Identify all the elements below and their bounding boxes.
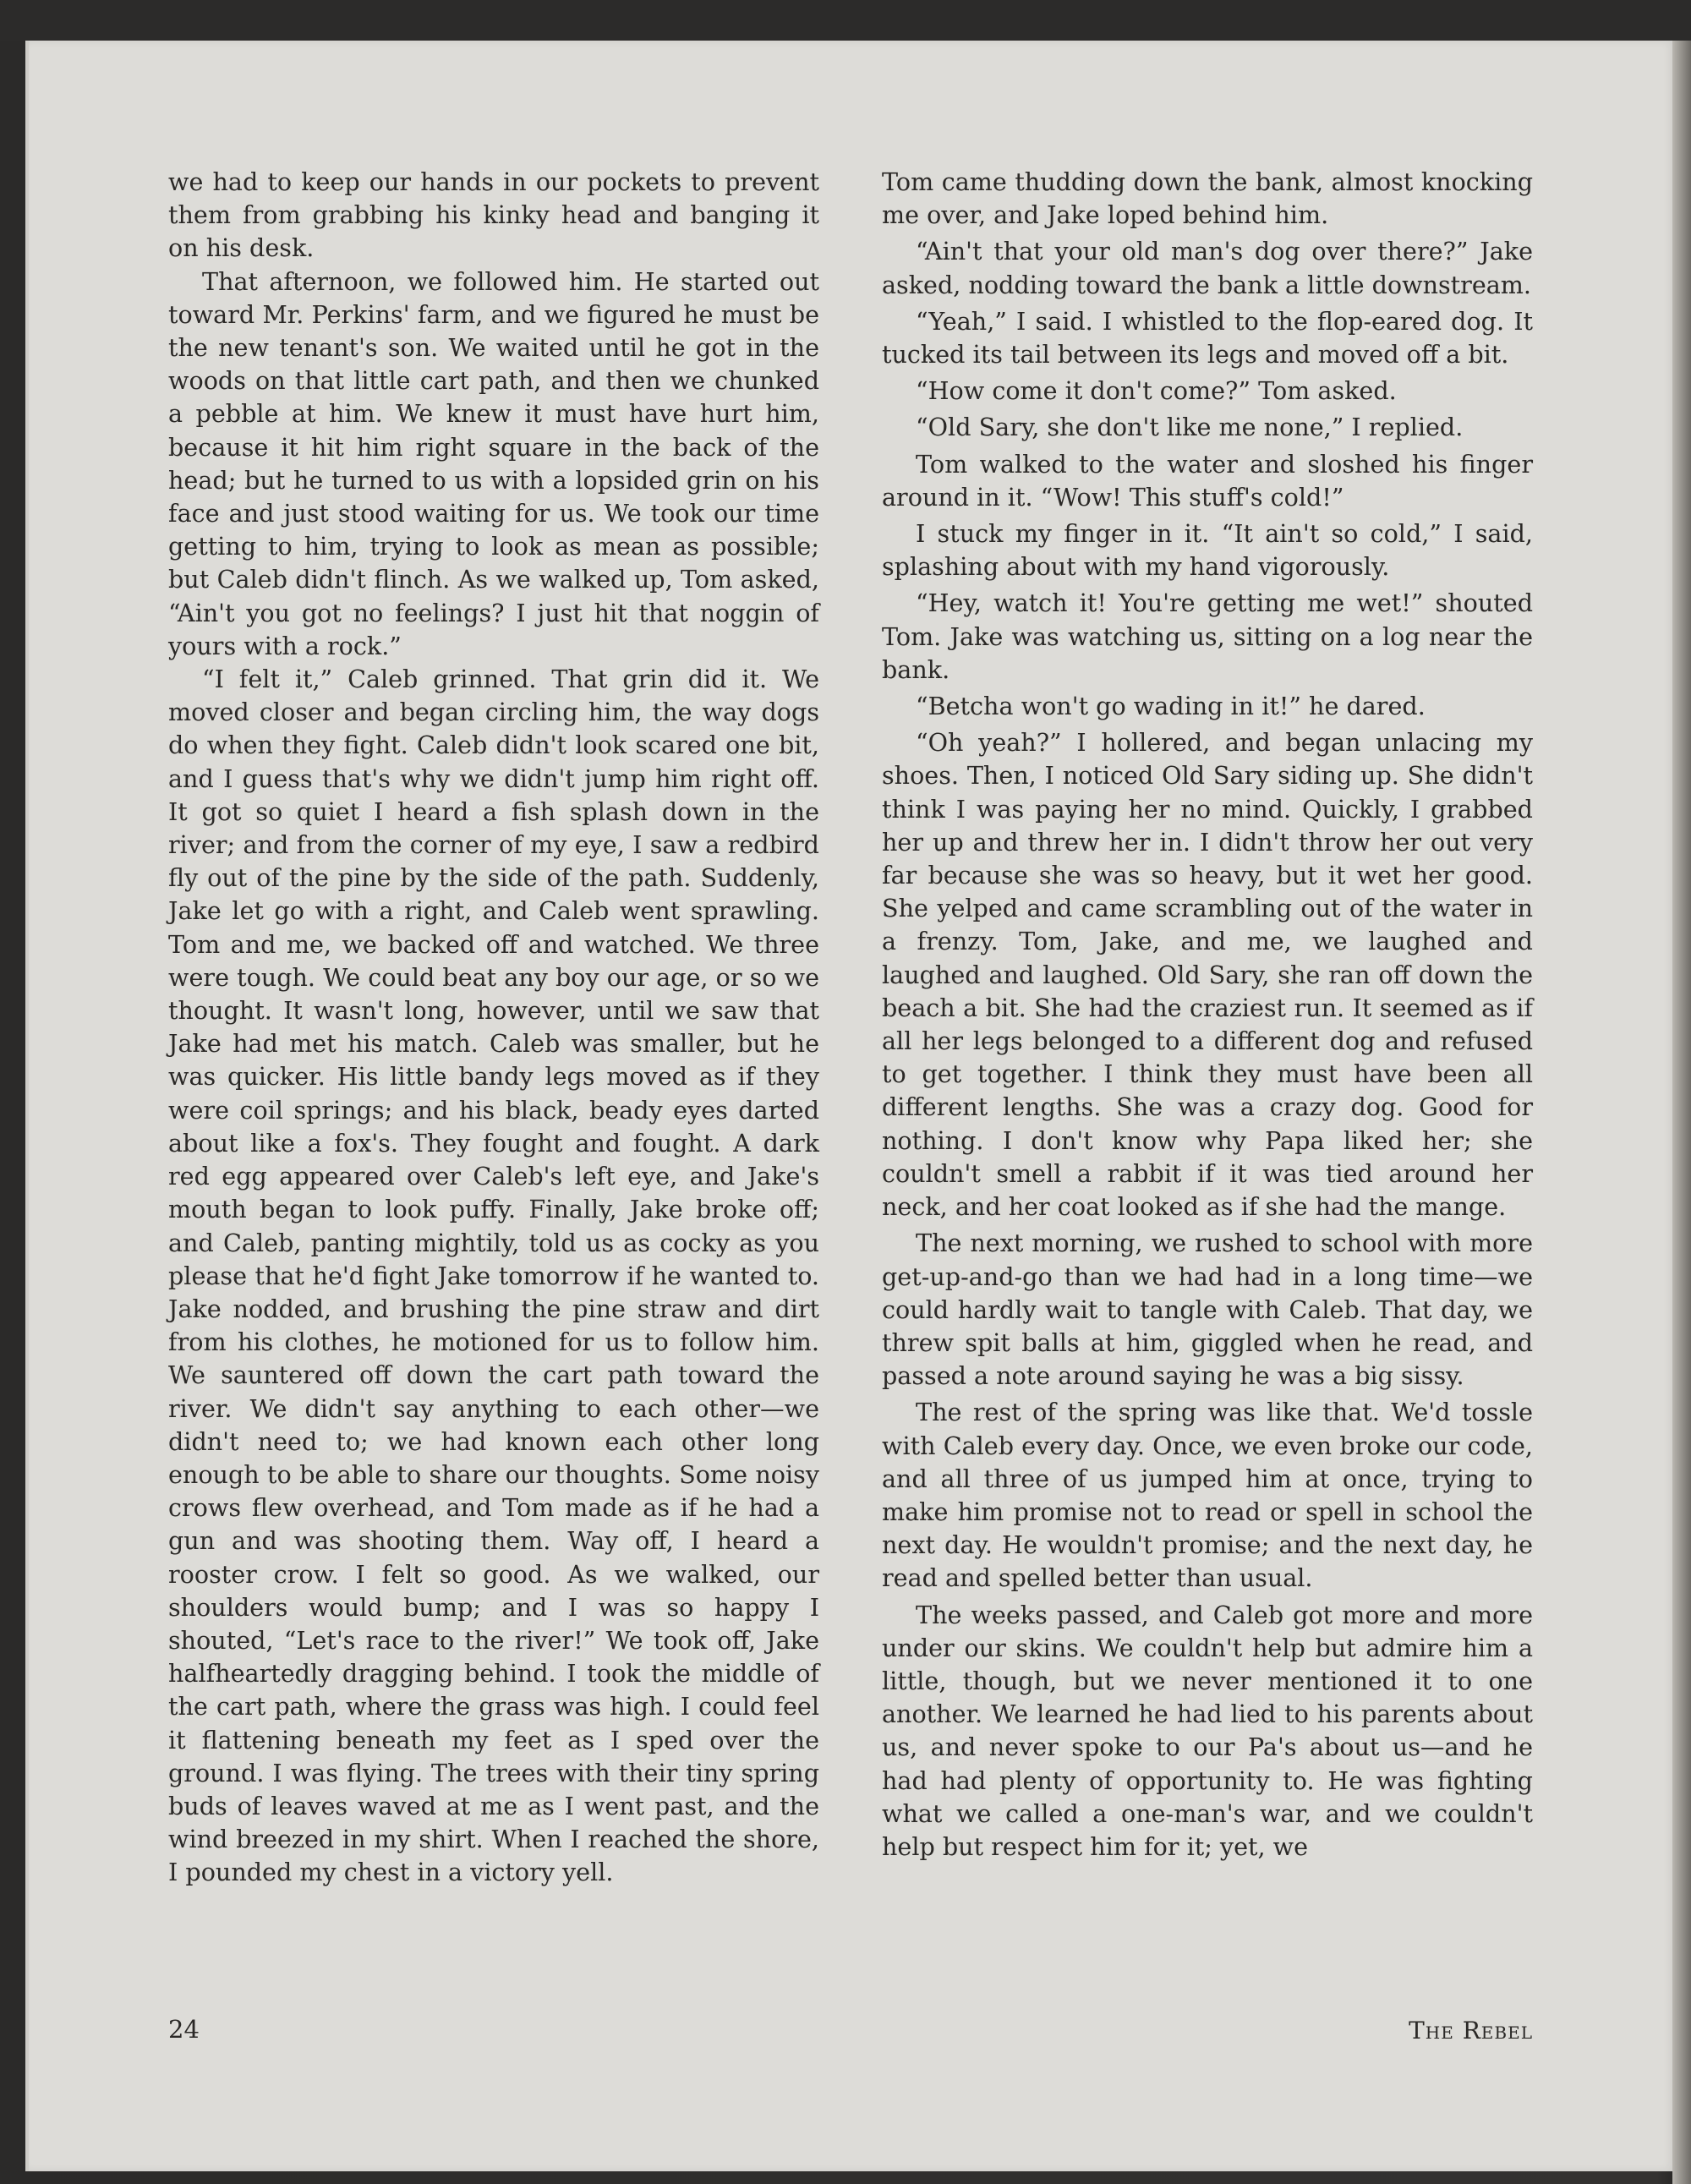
paragraph: “Betcha won't go wading in it!” he dared. xyxy=(916,692,1426,721)
scan-top-border xyxy=(0,0,1691,41)
paragraph: Tom came thudding down the bank, almost knocking me over, and Jake loped behind him. xyxy=(882,167,1533,230)
paragraph: “Hey, watch it! You're getting me wet!” shouted Tom. Jake was watching us, sitting on a log near the bank. xyxy=(882,588,1533,684)
paragraph: we had to keep our hands in our pockets to prevent them from grabbing his kinky head and banging it on his desk. xyxy=(168,167,819,263)
right-column xyxy=(882,166,1533,1864)
paragraph: The next morning, we rushed to school with more get-up-and-go than we had had in a long time—we could hardly wait to tangle with Caleb. That day, we threw spit balls at him, giggled when he read, and passed a note around saying he was a big sissy. xyxy=(882,1229,1533,1391)
paragraph: “How come it don't come?” Tom asked. xyxy=(916,376,1397,406)
paragraph: “Ain't that your old man's dog over there?” Jake asked, nodding toward the bank a little downstream. xyxy=(882,237,1533,299)
paragraph: The rest of the spring was like that. We'd tossle with Caleb every day. Once, we even broke our code, and all three of us jumped him at once, trying to make him promise not to read or spell in school the next day. He wouldn't promise; and the next day, he read and spelled better than usual. xyxy=(882,1398,1533,1593)
paragraph: “Yeah,” I said. I whistled to the flop-eared dog. It tucked its tail between its legs and moved off a bit. xyxy=(882,306,1533,369)
publication-name: The Rebel xyxy=(1409,2017,1533,2044)
paragraph: “I felt it,” Caleb grinned. That grin did it. We moved closer and began circling him, the way dogs do when they fight. Caleb didn't look scared one bit, and I guess that's why we didn't jump him right off. It got so quiet I heard a fish splash down in the river; and from the corner of my eye, I saw a redbird fly out of the pine by the side of the path. Suddenly, Jake let go with a right, and Caleb went sprawling. Tom and me, we backed off and watched. We three were tough. We could beat any boy our age, or so we thought. It wasn't long, however, until we saw that Jake had met his match. Caleb was smaller, but he was quicker. His little bandy legs moved as if they were coil springs; and his black, beady eyes darted about like a fox's. They fought and fought. A dark red egg appeared over Caleb's left eye, and Jake's mouth began to look puffy. Finally, Jake broke off; and Caleb, panting mightily, told us as cocky as you please that he'd fight Jake tomorrow if he wanted to. Jake nodded, and brushing the pine straw and dirt from his clothes, he motioned for us to follow him. We sauntered off down the cart path toward the river. We didn't say anything to each other—we didn't need to; we had known each other long enough to be able to share our thoughts. Some noisy crows flew overhead, and Tom made as if he had a gun and was shooting them. Way off, I heard a rooster crow. I felt so good. As we walked, our shoulders would bump; and I was so happy I shouted, “Let's race to the river!” We took off, Jake halfheartedly dragging behind. I took the middle of the cart path, where the grass was high. I could feel it flattening beneath my feet as I sped over the ground. I was flying. The trees with their tiny spring buds of leaves waved at me as I went past, and the wind breezed in my shirt. When I reached the shore, I pounded my chest in a victory yell. xyxy=(168,665,819,1887)
page-number: 24 xyxy=(168,2015,200,2044)
paragraph: “Oh yeah?” I hollered, and began unlacing my shoes. Then, I noticed Old Sary siding up. She didn't think I was paying her no mind. Quickly, I grabbed her up and threw her in. I didn't throw her out very far because she was so heavy, but it wet her good. She yelped and came scrambling out of the water in a frenzy. Tom, Jake, and me, we laughed and laughed and laughed. Old Sary, she ran off down the beach a bit. She had the craziest run. It seemed as if all her legs belonged to a different dog and refused to get together. I think they must have been all different lengths. She was a crazy dog. Good for nothing. I don't know why Papa liked her; she couldn't smell a rabbit if it was tied around her neck, and her coat looked as if she had the mange. xyxy=(882,728,1533,1222)
paragraph: That afternoon, we followed him. He started out toward Mr. Perkins' farm, and we figured he must be the new tenant's son. We waited until he got in the woods on that little cart path, and then we chunked a pebble at him. We knew it must have hurt him, because it hit him right square in the back of the head; but he turned to us with a lopsided grin on his face and just stood waiting for us. We took our time getting to him, trying to look as mean as possible; but Caleb didn't flinch. As we walked up, Tom asked, “Ain't you got no feelings? I just hit that noggin of yours with a rock.” xyxy=(168,266,819,660)
paragraph: The weeks passed, and Caleb got more and more under our skins. We couldn't help but admire him a little, though, but we never mentioned it to one another. We learned he had lied to his parents about us, and never spoke to our Pa's about us—and he had had plenty of opportunity to. He was fighting what we called a one-man's war, and we couldn't help but respect him for it; yet, we xyxy=(882,1600,1533,1861)
paragraph: “Old Sary, she don't like me none,” I replied. xyxy=(916,413,1464,442)
paragraph: I stuck my finger in it. “It ain't so cold,” I said, splashing about with my hand vigorously. xyxy=(882,519,1533,582)
left-column xyxy=(168,166,819,1890)
paragraph: Tom walked to the water and sloshed his finger around in it. “Wow! This stuff's cold!” xyxy=(882,449,1533,512)
page-edge xyxy=(1672,41,1691,2184)
